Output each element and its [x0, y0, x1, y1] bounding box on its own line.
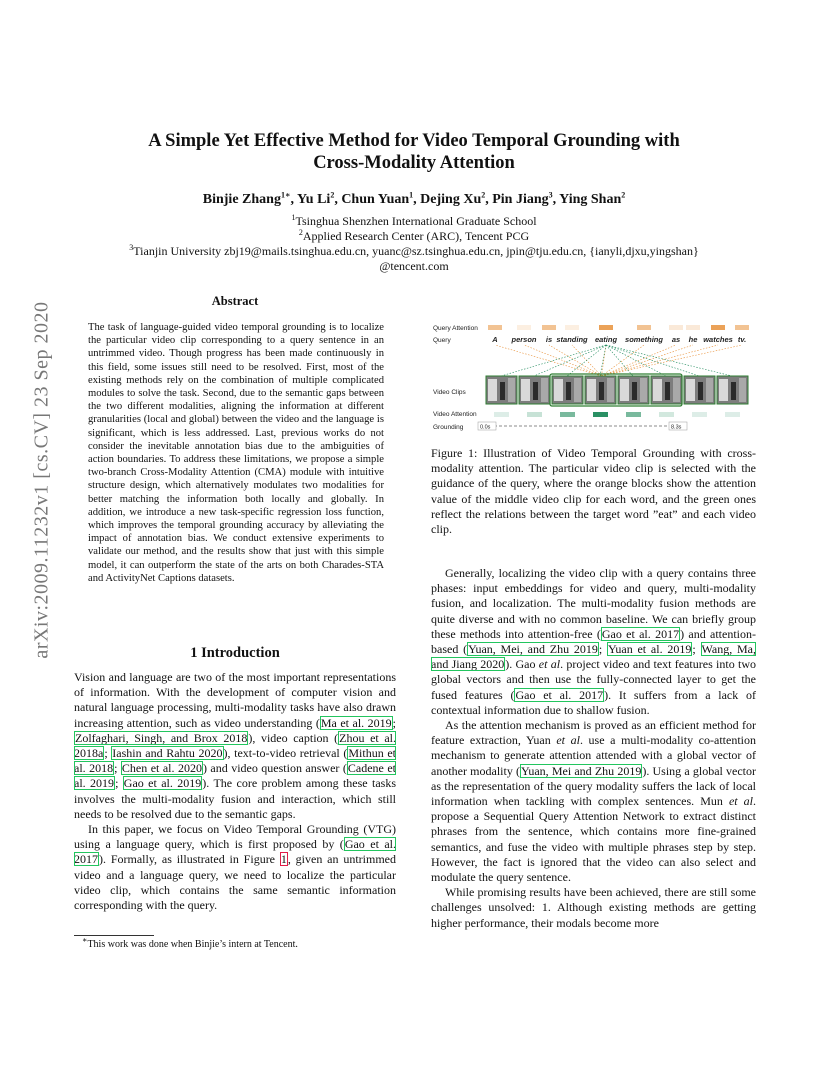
query-attention-block: [517, 325, 531, 330]
citation-link[interactable]: Yuan, Mei, and Zhu 2019: [468, 642, 598, 657]
citation-link[interactable]: Zolfaghari, Singh, and Brox 2018: [75, 730, 248, 745]
figure-ref-link[interactable]: 1: [280, 852, 287, 867]
text-run: ;: [104, 746, 112, 761]
citation-link[interactable]: Yuan et al. 2019: [608, 642, 692, 657]
intro-body: [74, 670, 396, 913]
query-word: watches: [703, 335, 733, 344]
clip-attention-line: [534, 345, 606, 376]
video-frame: [519, 376, 550, 404]
citation-link[interactable]: Gao et al. 2019: [123, 776, 202, 791]
label-grounding: Grounding: [433, 424, 464, 431]
text-run: . project video and text features into two global vectors and then use the fully-connected layer to get the fused features (: [431, 657, 756, 702]
video-frame: [651, 376, 682, 404]
video-attention-block: [626, 412, 641, 417]
label-query-attention: Query Attention: [433, 325, 478, 332]
clip-attention-line: [600, 345, 606, 376]
text-run: ;: [114, 761, 121, 776]
video-attention-block: [560, 412, 575, 417]
author: Yu Li$^2$: [296, 190, 335, 207]
video-attention-blocks: [494, 412, 740, 417]
word-attention-line: [524, 345, 602, 376]
query-attention-block: [488, 325, 502, 330]
label-video-attention: Video Attention: [433, 411, 477, 418]
word-attention-line: [495, 345, 602, 376]
right-column-body: [431, 566, 756, 931]
text-run: ) and attention-based (: [431, 626, 756, 657]
figure-1: [431, 320, 756, 438]
email-tail: @tencent.com: [379, 259, 449, 273]
abstract-heading: Abstract: [211, 294, 259, 308]
paper-title: [60, 130, 768, 174]
query-word: as: [671, 335, 681, 344]
query-attention-block: [711, 325, 725, 330]
citation-link[interactable]: Iashin and Rahtu 2020: [112, 746, 223, 761]
label-video-clips: Video Clips: [433, 389, 466, 396]
video-attention-block: [527, 412, 542, 417]
video-attention-block: [494, 412, 509, 417]
author: Ying Shan$^2$: [559, 190, 626, 207]
grounding-end: 8.3s: [671, 424, 682, 431]
label-query: Query: [433, 337, 451, 344]
text-run: Generally, localizing the video clip with a query contains three phases: input embeddings for video and query, multi-modality fusion, and localization. The multi-modality fusion methods are quite diverse and with no common baseline. We can briefly group these methods into attention-free (: [431, 566, 756, 641]
citation-link[interactable]: Gao et al. 2017: [601, 626, 680, 641]
query-word: person: [511, 335, 537, 344]
query-words: [491, 335, 746, 344]
author-list: Binjie Zhang$^{1∗}$, Yu Li$^2$, Chun Yuan$^1$, Dejing Xu$^2$, Pin Jiang$^3$, Ying Shan$^2$: [202, 190, 626, 207]
author: Chun Yuan$^1$: [341, 190, 414, 207]
text-run: ;: [115, 776, 123, 791]
affiliation: $^2$Applied Research Center (ARC), Tencent PCG: [298, 228, 530, 243]
video-frame: [717, 376, 748, 404]
paragraph: [74, 822, 396, 913]
query-word: eating: [594, 335, 618, 344]
text-run: ). Formally, as illustrated in Figure: [99, 852, 280, 867]
query-attention-block: [599, 325, 613, 330]
text-run: ). The core problem among these tasks involves the multi-modality fusion and interaction, which still needs to be resolved due to the semantic gaps.: [74, 776, 397, 821]
grounding-start: 0.0s: [480, 424, 491, 431]
text-run: ;: [692, 642, 701, 657]
footnote: ∗This work was done when Binjie’s intern at Tencent.: [82, 935, 298, 950]
word-attention-line: [602, 345, 719, 376]
text-run: ) and video question answer (: [202, 761, 347, 776]
query-attention-block: [637, 325, 651, 330]
citation-link[interactable]: Ma et al. 2019: [320, 715, 392, 730]
video-attention-block: [725, 412, 740, 417]
text-run: ). Using a global vector as the representation of the query modality suffers the lack of local information when tackling with complex sentences. Mun: [431, 763, 757, 809]
citation-link[interactable]: Chen et al. 2020: [121, 761, 202, 776]
video-frame: [486, 376, 517, 404]
query-attention-block: [686, 325, 700, 330]
citation-link[interactable]: Wang, Ma, and Jiang 2020: [431, 642, 756, 672]
text-run: ), video caption (: [248, 730, 339, 745]
text-run: ;: [598, 642, 608, 657]
video-frame: [552, 376, 583, 404]
text-run: , given an untrimmed video and a language query, we need to localize the particular video clip, which contains the same semantic information corresponding with the query.: [74, 852, 396, 913]
italic-text: et al: [728, 794, 753, 809]
query-word: is: [545, 335, 553, 344]
word-attention-line: [602, 345, 607, 376]
query-word: he: [688, 335, 698, 344]
video-frame: [684, 376, 715, 404]
video-attention-block: [659, 412, 674, 417]
query-attention-block: [735, 325, 749, 330]
text-run: In this paper, we focus on Video Temporal Grounding (VTG) using a language query, which is first proposed by (: [74, 822, 396, 852]
video-frame: [585, 376, 616, 404]
query-attention-block: [565, 325, 579, 330]
video-frame: [618, 376, 649, 404]
citation-link[interactable]: Mithun et al. 2018: [74, 746, 396, 776]
clip-attention-line: [606, 345, 732, 376]
text-run: ). It suffers from a lack of contextual information due to shallow fusion.: [431, 687, 757, 717]
query-attention-blocks: [488, 325, 749, 330]
abstract-text: The task of language-guided video temporal grounding is to localize the particular video clip corresponding to a query sentence in an untrimmed video. Though progress has been made continuously in this field, some issues still need to be resolved. First, most of the existing methods rely on the combination of multiple complicated modules to solve the task. Second, due to the semantic gaps between the two different modalities, aligning the information at different granularities (local and global) between the video and the language is significant, which is less addressed. Last, previous works do not consider the inevitable annotation bias due to the ambiguities of action boundaries. To address these limitations, we propose a simple two-branch Cross-Modality Attention (CMA) module with intuitive structure design, which alternatively modulates two modalities for better matching the information both locally and globally. In addition, we introduce a new task-specific regression loss function, which improves the temporal grounding accuracy by alleviating the impact of annotation bias. We conduct extensive experiments to validate our method, and the results show that just with this simple model, it can outperform the state of the arts on both Charades-STA and ActivityNet Captions datasets.: [88, 322, 384, 584]
text-run: While promising results have been achieved, there are still some challenges unsolved: 1. Although existing methods are getting higher performance, their modals become more: [431, 885, 756, 930]
citation-link[interactable]: Yuan, Mei and Zhu 2019: [521, 763, 642, 778]
citation-link[interactable]: Gao et al. 2017: [515, 687, 604, 702]
title-line-1: A Simple Yet Effective Method for Video Temporal Grounding with: [148, 131, 680, 151]
author: Binjie Zhang$^{1∗}$: [202, 190, 291, 207]
query-word: tv.: [737, 335, 747, 344]
video-attention-block: [593, 412, 608, 417]
citation-link[interactable]: Cadene et al. 2019: [74, 761, 396, 791]
paragraph: [431, 566, 756, 718]
figure-caption: Figure 1: Illustration of Video Temporal Grounding with cross-modality attention. The particular video clip is selected with the guidance of the query, where the orange blocks show the attention value of the middle video clip for each word, and the green ones reflect the relations between the target word ”eat” and each video clip.: [431, 446, 756, 537]
text-run: Vision and language are two of the most important representations of information. With the development of computer vision and natural language processing, multi-modality tasks have also drawn increasing attention, such as video understanding (: [74, 670, 396, 730]
video-frames: [486, 374, 748, 406]
title-line-2: Cross-Modality Attention: [313, 153, 515, 173]
citation-link[interactable]: Gao et al. 2017: [74, 837, 397, 867]
paragraph: [431, 885, 756, 931]
italic-text: et al: [538, 657, 561, 672]
text-run: ). Gao: [505, 657, 539, 672]
text-run: . propose a Sequential Query Attention Network to extract distinct phrases from the sentence, which contains more fine-grained semantics, and fuse the video with multiple phrases step by step. However, the fact is ignored that the video can also select and modulate the query sentence.: [431, 794, 756, 885]
text-run: ), text-to-video retrieval (: [223, 746, 348, 761]
word-attention-line: [602, 345, 743, 376]
arxiv-identifier: arXiv:2009.11232v1 [cs.CV] 23 Sep 2020: [30, 301, 53, 659]
query-word: A: [492, 335, 498, 344]
author: Pin Jiang$^3$: [492, 190, 553, 207]
video-attention-block: [692, 412, 707, 417]
query-attention-block: [542, 325, 556, 330]
attention-lines: [495, 345, 742, 376]
paragraph: [431, 718, 756, 885]
word-attention-line: [549, 345, 602, 376]
section-heading-introduction: 1 Introduction: [190, 645, 280, 661]
italic-text: et al: [556, 733, 580, 748]
paragraph: [74, 670, 396, 822]
query-word: standing: [556, 335, 588, 344]
text-run: ;: [392, 715, 396, 730]
arxiv-sidebar: [22, 285, 62, 675]
text-run: As the attention mechanism is proved as an efficient method for feature extraction, Yuan: [431, 718, 756, 748]
affiliation: $^1$Tsinghua Shenzhen International Graduate School: [291, 213, 537, 228]
word-attention-line: [602, 345, 677, 376]
author: Dejing Xu$^2$: [420, 190, 486, 207]
clip-attention-line: [606, 345, 666, 376]
query-attention-block: [669, 325, 683, 330]
citation-link[interactable]: Zhou et al. 2018a: [74, 730, 396, 761]
query-word: something: [625, 335, 663, 344]
affiliation-emails: $^3$Tianjin University zbj19@mails.tsinghua.edu.cn, yuanc@sz.tsinghua.edu.cn, jpin@tju.edu.cn, {ianyli,djxu,yingshan}: [129, 243, 699, 258]
text-run: . use a multi-modality co-attention mechanism to generate attention attended with a global vector of another modality (: [431, 733, 756, 778]
